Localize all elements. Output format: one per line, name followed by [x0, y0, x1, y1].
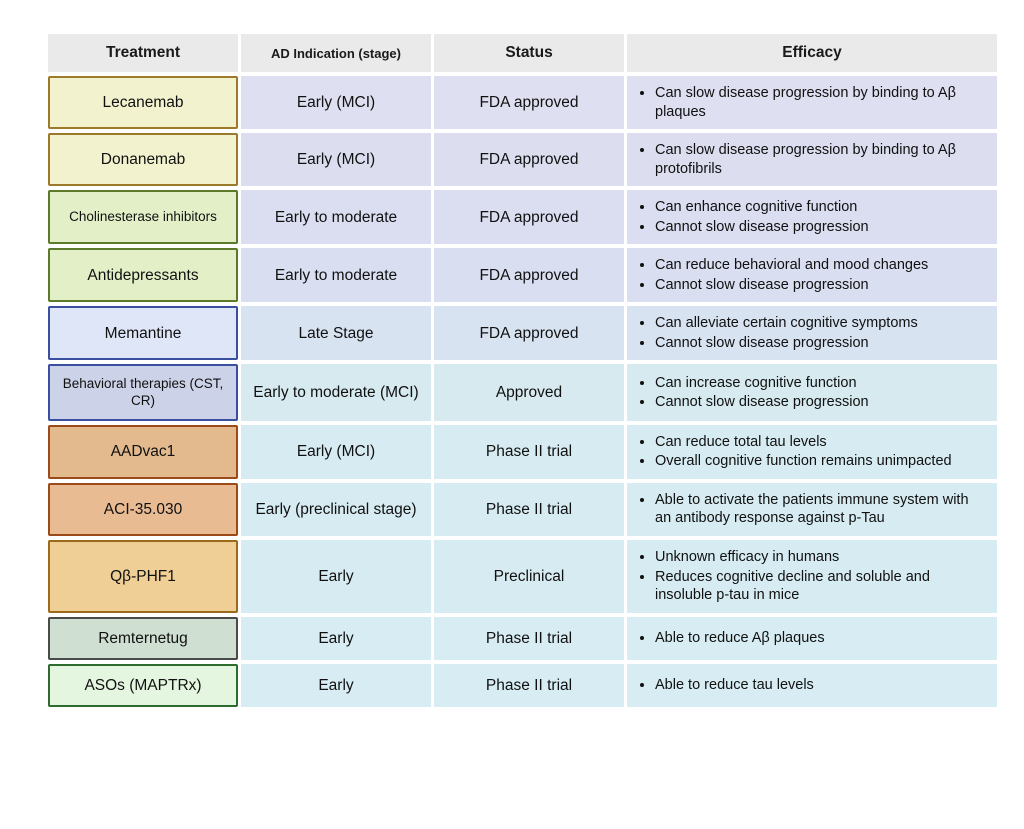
cell-status: Preclinical	[434, 540, 624, 613]
efficacy-list	[633, 676, 987, 695]
efficacy-list	[633, 314, 987, 352]
cell-efficacy	[627, 425, 997, 479]
cell-treatment: Behavioral therapies (CST, CR)	[48, 364, 238, 420]
cell-treatment: AADvac1	[48, 425, 238, 479]
efficacy-list-item: • Can reduce total tau levels	[655, 433, 987, 452]
cell-status: Phase II trial	[434, 483, 624, 536]
cell-status: Phase II trial	[434, 425, 624, 479]
table-row	[48, 133, 997, 186]
column-header-indication: AD Indication (stage)	[241, 34, 431, 72]
efficacy-list-item: • Able to reduce Aβ plaques	[655, 629, 987, 648]
cell-status: Approved	[434, 364, 624, 420]
efficacy-list	[633, 256, 987, 294]
efficacy-list-item: • Unknown efficacy in humans	[655, 548, 987, 567]
table-row	[48, 664, 997, 707]
column-header-efficacy: Efficacy	[627, 34, 997, 72]
header-row	[48, 34, 997, 72]
cell-efficacy	[627, 133, 997, 186]
table-row	[48, 425, 997, 479]
efficacy-list	[633, 141, 987, 178]
efficacy-list-item: • Reduces cognitive decline and soluble and insoluble p-tau in mice	[655, 568, 987, 605]
efficacy-list	[633, 548, 987, 605]
table-header	[48, 34, 997, 72]
cell-status: Phase II trial	[434, 664, 624, 707]
column-header-status: Status	[434, 34, 624, 72]
table-row	[48, 540, 997, 613]
cell-treatment: Qβ-PHF1	[48, 540, 238, 613]
table-row	[48, 248, 997, 302]
efficacy-list-item: • Can alleviate certain cognitive symptoms	[655, 314, 987, 333]
table-row	[48, 76, 997, 129]
cell-efficacy	[627, 483, 997, 536]
cell-status: FDA approved	[434, 190, 624, 244]
table-row	[48, 617, 997, 660]
efficacy-list-item: • Able to reduce tau levels	[655, 676, 987, 695]
cell-status: FDA approved	[434, 76, 624, 129]
cell-status: FDA approved	[434, 306, 624, 360]
cell-efficacy	[627, 364, 997, 420]
cell-indication: Early (MCI)	[241, 76, 431, 129]
column-header-treatment: Treatment	[48, 34, 238, 72]
cell-status: FDA approved	[434, 133, 624, 186]
efficacy-list-item: • Can slow disease progression by binding to Aβ protofibrils	[655, 141, 987, 178]
cell-indication: Early	[241, 664, 431, 707]
cell-efficacy	[627, 248, 997, 302]
cell-indication: Early to moderate (MCI)	[241, 364, 431, 420]
cell-indication: Early	[241, 617, 431, 660]
efficacy-list-item: • Can slow disease progression by binding to Aβ plaques	[655, 84, 987, 121]
cell-efficacy	[627, 306, 997, 360]
efficacy-list	[633, 491, 987, 528]
cell-efficacy	[627, 617, 997, 660]
table-row	[48, 483, 997, 536]
cell-indication: Early to moderate	[241, 248, 431, 302]
cell-efficacy	[627, 664, 997, 707]
cell-treatment: Lecanemab	[48, 76, 238, 129]
cell-treatment: Antidepressants	[48, 248, 238, 302]
cell-indication: Early to moderate	[241, 190, 431, 244]
table-row	[48, 364, 997, 420]
efficacy-list-item: • Can increase cognitive function	[655, 374, 987, 393]
cell-status: Phase II trial	[434, 617, 624, 660]
table-row	[48, 306, 997, 360]
cell-indication: Early (preclinical stage)	[241, 483, 431, 536]
efficacy-list-item: • Cannot slow disease progression	[655, 276, 987, 295]
efficacy-list	[633, 198, 987, 236]
cell-efficacy	[627, 540, 997, 613]
cell-indication: Early (MCI)	[241, 425, 431, 479]
cell-treatment: Remternetug	[48, 617, 238, 660]
efficacy-list-item: • Can enhance cognitive function	[655, 198, 987, 217]
efficacy-list-item: • Cannot slow disease progression	[655, 393, 987, 412]
cell-efficacy	[627, 190, 997, 244]
cell-indication: Early (MCI)	[241, 133, 431, 186]
cell-treatment: Cholinesterase inhibitors	[48, 190, 238, 244]
efficacy-list	[633, 84, 987, 121]
efficacy-list-item: • Cannot slow disease progression	[655, 218, 987, 237]
cell-indication: Late Stage	[241, 306, 431, 360]
efficacy-list-item: • Able to activate the patients immune system with an antibody response against p-Tau	[655, 491, 987, 528]
efficacy-list-item: • Can reduce behavioral and mood changes	[655, 256, 987, 275]
cell-treatment: Donanemab	[48, 133, 238, 186]
cell-status: FDA approved	[434, 248, 624, 302]
cell-efficacy	[627, 76, 997, 129]
efficacy-list	[633, 629, 987, 648]
table-row	[48, 190, 997, 244]
efficacy-list	[633, 374, 987, 412]
treatment-comparison-table	[45, 30, 1000, 711]
table-body	[48, 76, 997, 707]
cell-treatment: ACI-35.030	[48, 483, 238, 536]
cell-treatment: ASOs (MAPTRx)	[48, 664, 238, 707]
cell-treatment: Memantine	[48, 306, 238, 360]
efficacy-list-item: • Overall cognitive function remains unimpacted	[655, 452, 987, 471]
efficacy-list-item: • Cannot slow disease progression	[655, 334, 987, 353]
efficacy-list	[633, 433, 987, 471]
cell-indication: Early	[241, 540, 431, 613]
